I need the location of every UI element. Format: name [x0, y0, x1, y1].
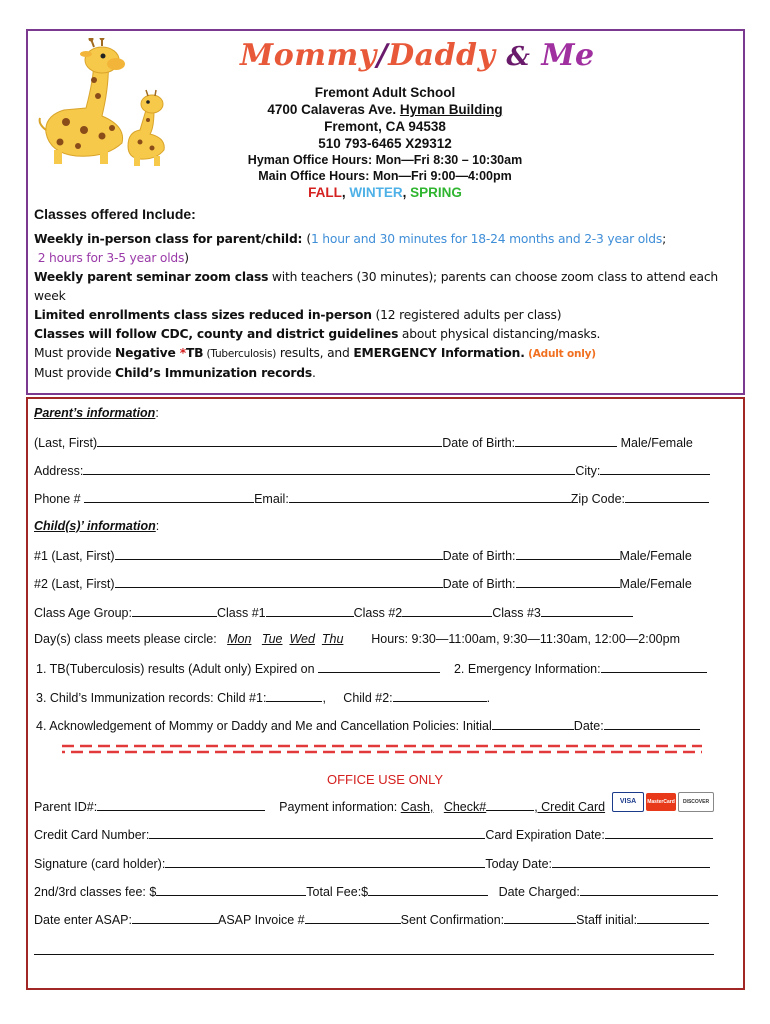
emergency-label: 2. Emergency Information:: [453, 662, 601, 676]
parent-email-label: Email:: [254, 492, 289, 506]
parent-contact-row: [34, 490, 714, 506]
child1-name-field[interactable]: [115, 547, 443, 560]
parent-gender-label[interactable]: Male/Female: [620, 436, 693, 450]
parent-phone-field[interactable]: [84, 490, 254, 503]
date-charged-field[interactable]: [580, 883, 718, 896]
main-office-hours: Main Office Hours: Mon—Fri 9:00—4:00pm: [258, 169, 512, 183]
info-adult-only: (Adult only): [524, 348, 596, 360]
info-star: *: [179, 346, 186, 360]
info-emergency: EMERGENCY Information.: [353, 346, 525, 360]
asap-row: [34, 911, 714, 927]
cc-number-row: [34, 826, 714, 842]
program-title: [240, 38, 595, 73]
address-building: Hyman Building: [399, 102, 503, 117]
hyman-office-hours: Hyman Office Hours: Mon—Fri 8:30 – 10:30am: [247, 153, 523, 167]
child2-dob-field[interactable]: [516, 575, 620, 588]
info-cdc-label: Classes will follow CDC, county and district guidelines: [34, 327, 399, 341]
info-line-immunization: [34, 364, 724, 383]
staff-initial-label: Staff initial:: [576, 913, 638, 927]
cc-exp-label: Card Expiration Date:: [485, 828, 605, 842]
class2-field[interactable]: [402, 604, 492, 617]
info-negative: Negative: [115, 346, 180, 360]
parent-address-label: Address:: [34, 464, 84, 478]
class1-field[interactable]: [266, 604, 354, 617]
info-zoom-label: Weekly parent seminar zoom class: [34, 270, 269, 284]
signature-label: Signature (card holder):: [34, 857, 166, 871]
school-phone: 510 793-6465 X29312: [318, 136, 452, 151]
season-fall: FALL: [308, 185, 342, 200]
parent-city-label: City:: [575, 464, 601, 478]
parent-id-label: Parent ID#:: [34, 800, 98, 814]
child-heading: Child(s)’ information: [34, 519, 156, 533]
staff-initial-field[interactable]: [637, 911, 709, 924]
classes-heading: Classes offered Include:: [34, 206, 196, 222]
big-giraffe: [40, 38, 125, 164]
season-sep: ,: [341, 185, 350, 200]
class-hours-options[interactable]: Hours: 9:30—11:00am, 9:30—11:30am, 12:00—2:00pm: [371, 632, 680, 646]
child2-row: [34, 575, 714, 591]
child1-name-label: #1 (Last, First): [34, 549, 115, 563]
class1-label: Class #1: [216, 606, 266, 620]
asap-date-label: Date enter ASAP:: [34, 913, 132, 927]
sent-confirmation-field[interactable]: [504, 911, 576, 924]
imm-end: .: [486, 691, 491, 705]
info-enroll-label: Limited enrollments class sizes reduced in-person: [34, 308, 372, 322]
baby-giraffe: [128, 90, 164, 166]
emergency-field[interactable]: [601, 660, 707, 673]
ack-date-label: Date:: [573, 719, 604, 733]
imm-child1-label: 3. Child’s Immunization records: Child #1:: [36, 691, 267, 705]
card-logos: [612, 792, 716, 812]
parent-email-field[interactable]: [289, 490, 571, 503]
school-name: Fremont Adult School: [314, 85, 456, 100]
age-group-field[interactable]: [132, 604, 217, 617]
address-street: 4700 Calaveras Ave.: [267, 102, 400, 117]
info-zoom-text: with teachers (30 minutes); parents can choose zoom class to attend each week: [34, 270, 718, 303]
child1-dob-label: Date of Birth:: [442, 549, 516, 563]
parent-city-field[interactable]: [600, 462, 710, 475]
parent-heading: Parent’s information: [34, 406, 156, 420]
day-thu-option[interactable]: Thu: [321, 632, 344, 646]
info-tb: TB: [185, 346, 204, 360]
ack-label: 4. Acknowledgement of Mommy or Daddy and Me and Cancellation Policies: Initial: [36, 719, 492, 733]
day-wed-option[interactable]: Wed: [289, 632, 315, 646]
notes-line[interactable]: [34, 954, 714, 955]
season-spring: SPRING: [410, 185, 462, 200]
visa-logo: VISA: [612, 792, 644, 812]
parent-name-row: [34, 434, 714, 450]
season-sep: ,: [402, 185, 411, 200]
school-address-line2: Fremont, CA 94538: [324, 119, 446, 134]
mastercard-logo: MasterCard: [646, 793, 676, 811]
child1-row: [34, 547, 714, 563]
child2-name-field[interactable]: [115, 575, 443, 588]
info-paren: (: [306, 232, 311, 246]
parent-zip-field[interactable]: [625, 490, 709, 503]
parent-id-field[interactable]: [97, 798, 265, 811]
info-tb-pre: Must provide: [34, 346, 116, 360]
child2-name-label: #2 (Last, First): [34, 577, 115, 591]
tb-row: [36, 660, 716, 676]
class-group-row: [34, 604, 714, 620]
child1-dob-field[interactable]: [516, 547, 620, 560]
days-label: Day(s) class meets please circle:: [34, 632, 217, 646]
immunization-row: [36, 689, 716, 705]
info-line-tb: [34, 344, 724, 364]
sent-confirmation-label: Sent Confirmation:: [400, 913, 505, 927]
info-cdc-text: about physical distancing/masks.: [398, 327, 601, 341]
parent-address-row: [34, 462, 714, 478]
colon: :: [155, 519, 160, 533]
class3-field[interactable]: [541, 604, 633, 617]
colon: :: [155, 406, 159, 420]
imm-child2-label: Child #2:: [343, 691, 393, 705]
info-line-inperson: [34, 230, 724, 249]
check-number-field[interactable]: [486, 798, 534, 811]
date-charged-label: Date Charged:: [498, 885, 580, 899]
asap-date-field[interactable]: [132, 911, 218, 924]
info-paren-close: ): [184, 251, 189, 265]
payment-check-option[interactable]: Check#: [443, 800, 487, 814]
info-enroll-text: (12 registered adults per class): [371, 308, 562, 322]
child-section-heading: [34, 519, 714, 533]
parent-address-field[interactable]: [83, 462, 575, 475]
child2-dob-label: Date of Birth:: [442, 577, 516, 591]
imm-comma: ,: [322, 691, 326, 705]
ack-date-field[interactable]: [604, 717, 700, 730]
cut-line-divider: [62, 742, 702, 756]
cc-number-field[interactable]: [149, 826, 485, 839]
imm-child2-field[interactable]: [393, 689, 487, 702]
info-duration-2: 2 hours for 3-5 year olds: [37, 251, 185, 265]
today-date-field[interactable]: [552, 855, 710, 868]
today-date-label: Today Date:: [485, 857, 553, 871]
title-mommy: Mommy: [240, 38, 377, 73]
info-line-enroll: [34, 306, 724, 325]
parent-dob-label: Date of Birth:: [442, 436, 516, 450]
fee-label: 2nd/3rd classes fee: $: [34, 885, 157, 899]
school-address-line1: [200, 101, 570, 118]
info-imm-pre: Must provide: [34, 366, 116, 380]
parent-zip-label: Zip Code:: [570, 492, 625, 506]
total-fee-field[interactable]: [368, 883, 488, 896]
signature-row: [34, 855, 714, 871]
age-group-label: Class Age Group:: [34, 606, 132, 620]
parent-name-label: (Last, First): [34, 436, 98, 450]
parent-dob-field[interactable]: [515, 434, 617, 447]
fee-field[interactable]: [156, 883, 306, 896]
payment-label: Payment information:: [279, 800, 401, 814]
signature-field[interactable]: [165, 855, 485, 868]
class-days-row: [34, 632, 714, 646]
cc-exp-field[interactable]: [605, 826, 713, 839]
title-me: Me: [541, 38, 595, 73]
info-and: results, and: [276, 346, 354, 360]
day-mon-option[interactable]: Mon: [227, 632, 252, 646]
ack-initial-field[interactable]: [492, 717, 574, 730]
parent-section-heading: [34, 406, 714, 420]
cc-number-label: Credit Card Number:: [34, 828, 150, 842]
class3-label: Class #3: [492, 606, 541, 620]
child1-gender-label[interactable]: Male/Female: [619, 549, 692, 563]
info-line-cdc: [34, 325, 724, 344]
total-fee-label: Total Fee:$: [306, 885, 369, 899]
title-slash: /: [376, 38, 389, 73]
parent-name-field[interactable]: [97, 434, 442, 447]
info-semicolon: ;: [662, 232, 667, 246]
seasons: [200, 185, 570, 200]
info-inperson-label: Weekly in-person class for parent/child:: [34, 232, 307, 246]
class2-label: Class #2: [353, 606, 403, 620]
tb-expired-field[interactable]: [318, 660, 440, 673]
payment-cash-option[interactable]: Cash,: [400, 800, 434, 814]
info-duration-1: 1 hour and 30 minutes for 18-24 months and 2-3 year olds: [310, 232, 663, 246]
tb-label: 1. TB(Tuberculosis) results (Adult only) Expired on: [36, 662, 315, 676]
imm-child1-field[interactable]: [266, 689, 322, 702]
child2-gender-label[interactable]: Male/Female: [619, 577, 692, 591]
asap-invoice-field[interactable]: [305, 911, 401, 924]
discover-logo: DISCOVER: [678, 792, 714, 812]
payment-credit-option[interactable]: , Credit Card: [534, 800, 606, 814]
info-tuberculosis: (Tuberculosis): [203, 348, 277, 360]
title-amp: &: [506, 42, 531, 72]
giraffe-logo: [36, 38, 186, 168]
title-daddy: Daddy: [388, 38, 496, 73]
season-winter: WINTER: [349, 185, 403, 200]
info-line-duration2: [34, 249, 724, 268]
office-use-heading: OFFICE USE ONLY: [326, 772, 444, 787]
asap-invoice-label: ASAP Invoice #: [217, 913, 305, 927]
class-info-list: [34, 230, 724, 383]
fees-row: [34, 883, 714, 899]
acknowledgement-row: [36, 717, 716, 733]
info-imm-end: .: [312, 366, 316, 380]
day-tue-option[interactable]: Tue: [261, 632, 283, 646]
info-line-zoom: [34, 268, 724, 306]
info-imm-label: Child’s Immunization records: [115, 366, 312, 380]
parent-phone-label: Phone #: [34, 492, 81, 506]
